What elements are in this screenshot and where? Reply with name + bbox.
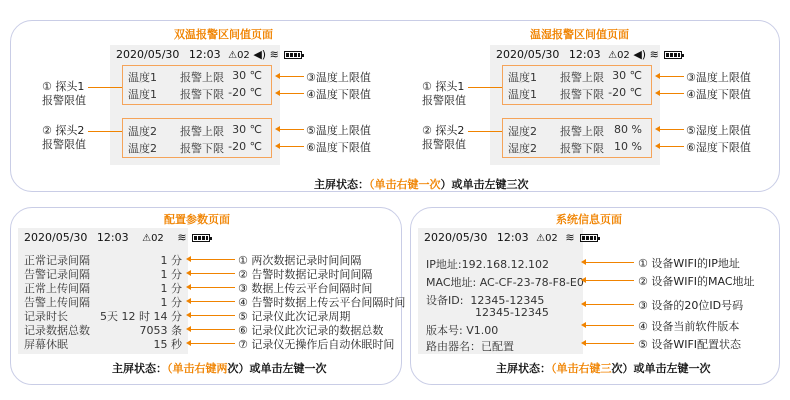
top-footer: 主屏状态：（单击右键一次）或单击左键三次 xyxy=(314,178,529,191)
status-bar xyxy=(116,48,302,61)
temp-hum-title: 温湿报警区间值页面 xyxy=(530,28,629,41)
config-row: 告警记录间隔 1 分 xyxy=(24,268,182,281)
wifi-icon: ≋ xyxy=(177,231,187,244)
device-id-cont: 12345-12345 xyxy=(426,306,549,319)
limit-row: 温度2 报警上限 30 ℃ xyxy=(128,123,262,138)
wifi-icon: ≋ xyxy=(269,48,279,61)
limit-row: 湿度2 报警上限 80 % xyxy=(508,123,642,138)
config-row: 正常上传间隔 1 分 xyxy=(24,282,182,295)
limit-row: 温度2 报警下限 -20 ℃ xyxy=(128,140,262,155)
status-time: 12:03 xyxy=(188,48,221,61)
callout-label: ⑤ 设备WIFI配置状态 xyxy=(638,338,742,351)
callout-label: ① 两次数据记录时间间隔 xyxy=(238,254,362,267)
battery-icon xyxy=(664,51,682,59)
status-date: 2020/05/30 xyxy=(24,231,88,244)
speaker-icon: ◀) xyxy=(633,48,647,61)
probe2-label: ② 探头2 报警限值 xyxy=(42,124,86,151)
config-row: 记录数据总数 7053 条 xyxy=(24,324,182,337)
status-time: 12:03 xyxy=(496,231,529,244)
callout-label: ② 告警时数据记录时间间隔 xyxy=(238,268,373,281)
system-screen xyxy=(418,228,583,354)
callout-label: ⑤湿度上限值 xyxy=(686,124,751,137)
callout-label: ⑤温度上限值 xyxy=(306,124,371,137)
alarm-count: ⚠02 xyxy=(608,50,630,61)
callout-label: ② 设备WIFI的MAC地址 xyxy=(638,275,755,288)
probe1-label: ① 探头1 报警限值 xyxy=(422,80,466,107)
router-name: 路由器名：已配置 xyxy=(426,340,514,353)
callout-label: ③温度上限值 xyxy=(306,71,371,84)
limit-row: 湿度2 报警下限 10 % xyxy=(508,140,642,155)
callout-label: ④ 设备当前软件版本 xyxy=(638,320,740,333)
dual-temp-title: 双温报警区间值页面 xyxy=(174,28,273,41)
limit-row: 温度1 报警下限 -20 ℃ xyxy=(128,86,262,101)
ip-address: IP地址:192.168.12.102 xyxy=(426,258,550,271)
wifi-icon: ≋ xyxy=(565,231,575,244)
status-date: 2020/05/30 xyxy=(424,231,488,244)
status-bar xyxy=(496,48,682,61)
dual-temp-screen xyxy=(110,45,280,165)
callout-label: ⑥湿度下限值 xyxy=(686,141,751,154)
status-time: 12:03 xyxy=(568,48,601,61)
alarm-count: ⚠02 xyxy=(142,233,164,244)
status-time: 12:03 xyxy=(96,231,129,244)
callout-label: ① 设备WIFI的IP地址 xyxy=(638,257,740,270)
limit-row: 温度1 报警下限 -20 ℃ xyxy=(508,86,642,101)
system-title: 系统信息页面 xyxy=(556,213,622,226)
limit-row: 温度1 报警上限 30 ℃ xyxy=(128,69,262,84)
config-row: 正常记录间隔 1 分 xyxy=(24,254,182,267)
wifi-icon: ≋ xyxy=(649,48,659,61)
callout-label: ⑦ 记录仪无操作后自动休眠时间 xyxy=(238,338,395,351)
callout-label: ③温度上限值 xyxy=(686,71,751,84)
callout-label: ④温度下限值 xyxy=(686,88,751,101)
callout-label: ⑤ 记录仪此次记录周期 xyxy=(238,310,351,323)
config-row: 告警上传间隔 1 分 xyxy=(24,296,182,309)
callout-label: ③ 设备的20位ID号码 xyxy=(638,299,744,312)
device-id: 设备ID: 12345-12345 xyxy=(426,294,545,307)
config-footer: 主屏状态：（单击右键两次）或单击左键一次 xyxy=(112,362,327,375)
temp-hum-screen xyxy=(490,45,660,165)
status-bar xyxy=(24,231,210,244)
version: 版本号: V1.00 xyxy=(426,324,499,337)
battery-icon xyxy=(192,234,210,242)
config-title: 配置参数页面 xyxy=(164,213,230,226)
config-row: 记录时长 5天 12 时 14 分 xyxy=(24,310,182,323)
system-footer: 主屏状态：（单击右键三次）或单击左键一次 xyxy=(496,362,711,375)
alarm-count: ⚠02 xyxy=(228,50,250,61)
mac-address: MAC地址: AC-CF-23-78-F8-E0 xyxy=(426,276,584,289)
probe2-label: ② 探头2 报警限值 xyxy=(422,124,466,151)
callout-label: ④ 告警时数据上传云平台间隔时间 xyxy=(238,296,406,309)
config-row: 屏幕休眠 15 秒 xyxy=(24,338,182,351)
status-date: 2020/05/30 xyxy=(496,48,560,61)
config-screen xyxy=(18,228,188,354)
status-date: 2020/05/30 xyxy=(116,48,180,61)
callout-label: ③ 数据上传云平台间隔时间 xyxy=(238,282,373,295)
status-bar xyxy=(424,231,598,244)
callout-label: ④温度下限值 xyxy=(306,88,371,101)
callout-label: ⑥ 记录仪此次记录的数据总数 xyxy=(238,324,384,337)
limit-row: 温度1 报警上限 30 ℃ xyxy=(508,69,642,84)
battery-icon xyxy=(284,51,302,59)
alarm-count: ⚠02 xyxy=(536,233,558,244)
speaker-icon: ◀) xyxy=(253,48,267,61)
probe1-label: ① 探头1 报警限值 xyxy=(42,80,86,107)
battery-icon xyxy=(580,234,598,242)
callout-label: ⑥温度下限值 xyxy=(306,141,371,154)
